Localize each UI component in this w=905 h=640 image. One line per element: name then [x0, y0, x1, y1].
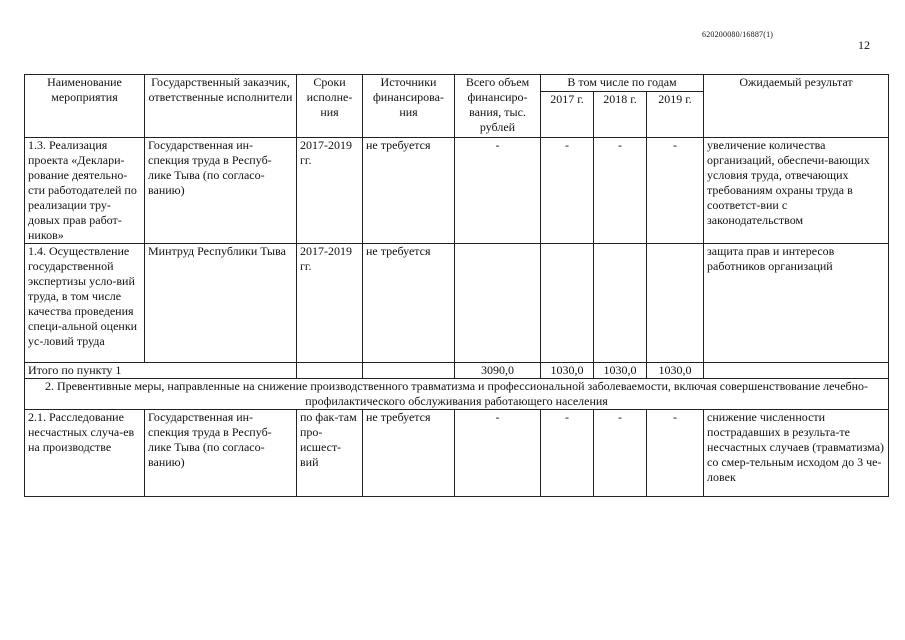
total-2018: 1030,0 — [594, 363, 647, 379]
row-2019: - — [647, 410, 704, 497]
total-2019: 1030,0 — [647, 363, 704, 379]
row-terms: по фак-там про-исшест-вий — [297, 410, 363, 497]
total-empty — [297, 363, 363, 379]
row-terms: 2017-2019 гг. — [297, 138, 363, 244]
row-sources: не требуется — [363, 410, 455, 497]
row-result: защита прав и интересов работников организаций — [704, 244, 889, 363]
row-2018 — [594, 244, 647, 363]
row-name: 2.1. Расследование несчастных случа-ев на производстве — [25, 410, 145, 497]
table-row — [25, 138, 889, 244]
row-customer: Государственная ин-спекция труда в Респуб-лике Тыва (по согласо-ванию) — [145, 138, 297, 244]
row-2017 — [541, 244, 594, 363]
header-total: Всего объем финансиро-вания, тыс. рублей — [455, 75, 541, 138]
total-row — [25, 363, 889, 379]
section-heading-row — [25, 379, 889, 410]
header-terms: Сроки исполне-ния — [297, 75, 363, 138]
header-sources: Источники финансирова-ния — [363, 75, 455, 138]
header-year-2019: 2019 г. — [647, 92, 704, 138]
row-2019: - — [647, 138, 704, 244]
total-empty — [363, 363, 455, 379]
row-result: увеличение количества организаций, обеспечи-вающих условия труда, отвечающих требованиям охраны труда в соответст-вии с законодательством — [704, 138, 889, 244]
row-customer: Государственная ин-спекция труда в Респуб-лике Тыва (по согласо-ванию) — [145, 410, 297, 497]
header-year-2018: 2018 г. — [594, 92, 647, 138]
table-header-row — [25, 75, 889, 92]
table-row — [25, 244, 889, 363]
total-empty — [704, 363, 889, 379]
document-registration-number: 620200080/16887(1) — [702, 30, 774, 39]
row-total: - — [455, 410, 541, 497]
row-sources: не требуется — [363, 244, 455, 363]
header-result: Ожидаемый результат — [704, 75, 889, 138]
row-2018: - — [594, 410, 647, 497]
header-name: Наименование мероприятия — [25, 75, 145, 138]
total-2017: 1030,0 — [541, 363, 594, 379]
table-row — [25, 410, 889, 497]
activities-table — [24, 74, 889, 497]
row-2017: - — [541, 410, 594, 497]
total-label: Итого по пункту 1 — [25, 363, 297, 379]
row-2019 — [647, 244, 704, 363]
row-customer: Минтруд Республики Тыва — [145, 244, 297, 363]
row-name: 1.3. Реализация проекта «Деклари-рование деятельно-сти работодателей по реализации тру-довых прав работ-ников» — [25, 138, 145, 244]
header-customer: Государственный заказчик, ответственные исполнители — [145, 75, 297, 138]
row-total — [455, 244, 541, 363]
row-sources: не требуется — [363, 138, 455, 244]
row-2018: - — [594, 138, 647, 244]
row-result: снижение численности пострадавших в результа-те несчастных случаев (травматизма) со смер-тельным исходом до 3 че-ловек — [704, 410, 889, 497]
row-terms: 2017-2019 гг. — [297, 244, 363, 363]
row-2017: - — [541, 138, 594, 244]
header-year-2017: 2017 г. — [541, 92, 594, 138]
row-total: - — [455, 138, 541, 244]
page-number: 12 — [858, 38, 870, 52]
row-name: 1.4. Осуществление государственной экспертизы усло-вий труда, в том числе качества проведения специ-альной оценки ус-ловий труда — [25, 244, 145, 363]
header-by-years: В том числе по годам — [541, 75, 704, 92]
total-sum: 3090,0 — [455, 363, 541, 379]
section-2-title: 2. Превентивные меры, направленные на снижение производственного травматизма и профессиональной заболеваемости, включая совершенствование лечебно-профилактического обслуживания работающего населения — [25, 379, 889, 410]
